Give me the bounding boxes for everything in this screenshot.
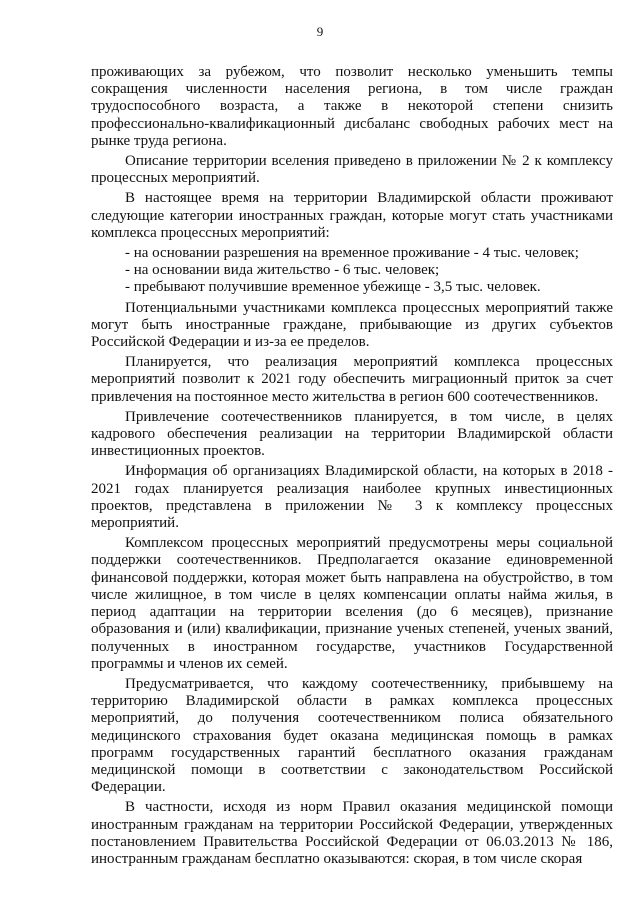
paragraph-medical-assistance: Предусматривается, что каждому соотечественнику, прибывшему на территорию Владимирской области в рамках комплекса процессных мероприятий, до получения соотечественником полиса обязательного медицинского страхования будет оказана медицинская помощь в рамках программ государственных гарантий бесплатного оказания гражданам медицинской помощи в соответствии с законодательством Российской Федерации. (91, 675, 613, 796)
paragraph-compatriots-staffing: Привлечение соотечественников планируется, в том числе, в целях кадрового обеспечения реализации на территории Владимирской области инвестиционных проектов. (91, 408, 613, 460)
paragraph-migration-inflow: Планируется, что реализация мероприятий комплекса процессных мероприятий позволит к 2021 году обеспечить миграционный приток за счет привлечения на постоянное место жительства в регион 600 соотечественников. (91, 354, 613, 405)
list-item-residence-permit: - на основании вида жительство - 6 тыс. человек; (125, 262, 440, 279)
paragraph-social-support: Комплексом процессных мероприятий предусмотрены меры социальной поддержки соотечественников. Предполагается оказание единовременной финансовой поддержки, которая может быть направлена на обустройство, в том числе жилищное, в том числе в целях компенсации оплаты найма жилья, в период адаптации на территории вселения (до 6 месяцев), признание образования и (или) квалификации, признание ученых степеней, ученых званий, полученных в иностранном государстве, участников Государственной программы и членов их семей. (91, 535, 613, 672)
paragraph-potential-participants: Потенциальными участниками комплекса процессных мероприятий также могут быть иностранные граждане, прибывающие из других субъектов Российской Федерации и из-за ее пределов. (91, 299, 613, 351)
list-item-temporary-asylum: - пребывают получившие временное убежище - 3,5 тыс. человек. (125, 279, 541, 296)
page-number: 9 (316, 24, 324, 39)
paragraph-territory-description: Описание территории вселения приведено в приложении № 2 к комплексу процессных мероприятий. (91, 153, 613, 187)
list-item-temporary-residence: - на основании разрешения на временное проживание - 4 тыс. человек; (125, 245, 579, 262)
paragraph-medical-rules: В частности, исходя из норм Правил оказания медицинской помощи иностранным гражданам на территории Российской Федерации, утвержденных постановлением Правительства Российской Федерации от 06.03.2013 № 186, иностранным гражданам бесплатно оказываются: скорая, в том числе скорая (91, 799, 613, 867)
document-body (91, 64, 613, 871)
paragraph-continuation: проживающих за рубежом, что позволит несколько уменьшить темпы сокращения численности населения региона, в том числе граждан трудоспособного возраста, а также в некоторой степени снизить профессионально-квалификационный дисбаланс свободных рабочих мест на рынке труда региона. (91, 64, 613, 149)
paragraph-investment-projects: Информация об организациях Владимирской области, на которых в 2018 - 2021 годах планируется реализация наиболее крупных инвестиционных проектов, представлена в приложении № 3 к комплексу процессных мероприятий. (91, 463, 613, 532)
paragraph-foreign-citizens-categories: В настоящее время на территории Владимирской области проживают следующие категории иностранных граждан, которые могут стать участниками комплекса процессных мероприятий: (91, 190, 613, 241)
